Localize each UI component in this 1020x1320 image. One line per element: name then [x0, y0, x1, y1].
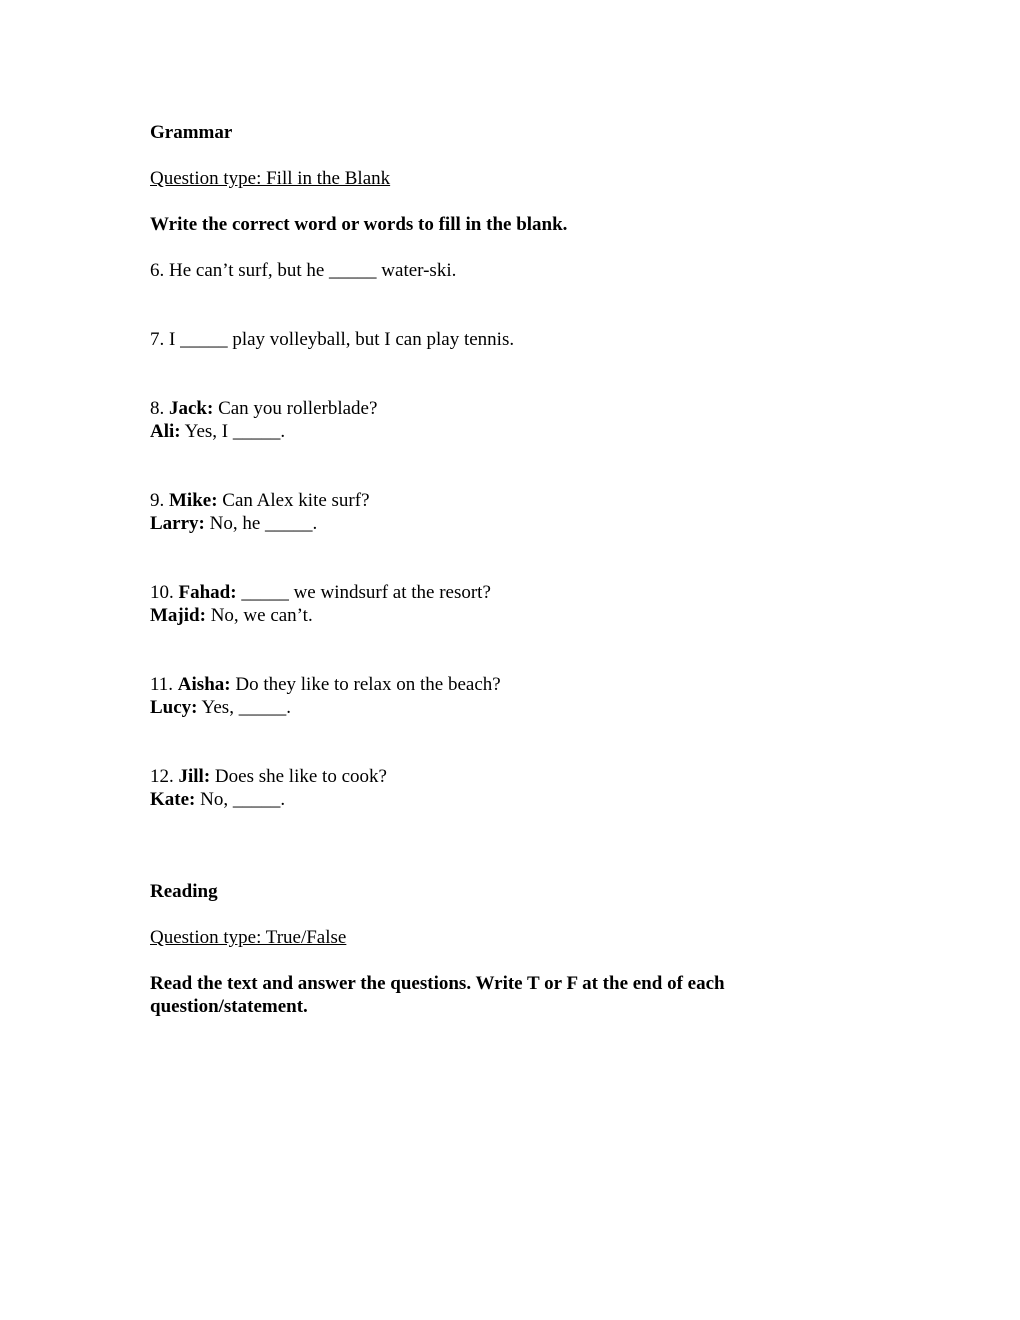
speaker-name: Lucy:: [150, 697, 198, 718]
speaker-name: Fahad:: [178, 582, 237, 603]
question-11-line-2: Lucy: Yes, _____.: [150, 697, 291, 718]
speaker-name: Ali:: [150, 421, 181, 442]
reading-question-type: Question type: True/False: [150, 927, 347, 948]
question-9: [150, 489, 870, 535]
question-8: [150, 397, 870, 443]
reading-instruction: [150, 972, 870, 1018]
question-7: 7. I _____ play volleyball, but I can play tennis.: [150, 329, 515, 350]
question-8-line-1: 8. Jack: Can you rollerblade?: [150, 398, 378, 419]
grammar-heading: Grammar: [150, 122, 233, 143]
speaker-name: Kate:: [150, 789, 196, 810]
question-12-line-1: 12. Jill: Does she like to cook?: [150, 766, 387, 787]
reading-instruction-line-2: question/statement.: [150, 996, 308, 1017]
question-10-line-2: Majid: No, we can’t.: [150, 605, 313, 626]
grammar-question-type: Question type: Fill in the Blank: [150, 168, 391, 189]
speaker-name: Jack:: [169, 398, 214, 419]
question-11-line-1: 11. Aisha: Do they like to relax on the beach?: [150, 674, 501, 695]
question-12: [150, 765, 870, 811]
question-9-line-2: Larry: No, he _____.: [150, 513, 318, 534]
question-10-line-1: 10. Fahad: _____ we windsurf at the resort?: [150, 582, 491, 603]
question-8-line-2: Ali: Yes, I _____.: [150, 421, 286, 442]
speaker-name: Aisha:: [177, 674, 231, 695]
reading-instruction-line-1: Read the text and answer the questions. Write T or F at the end of each: [150, 973, 725, 994]
question-6: 6. He can’t surf, but he _____ water-ski.: [150, 260, 457, 281]
question-9-line-1: 9. Mike: Can Alex kite surf?: [150, 490, 370, 511]
speaker-name: Majid:: [150, 605, 206, 626]
speaker-name: Jill:: [178, 766, 211, 787]
question-12-line-2: Kate: No, _____.: [150, 789, 286, 810]
speaker-name: Larry:: [150, 513, 205, 534]
reading-heading: Reading: [150, 881, 218, 902]
speaker-name: Mike:: [169, 490, 218, 511]
grammar-instruction: Write the correct word or words to fill in the blank.: [150, 214, 568, 235]
question-10: [150, 581, 870, 627]
question-11: [150, 673, 870, 719]
